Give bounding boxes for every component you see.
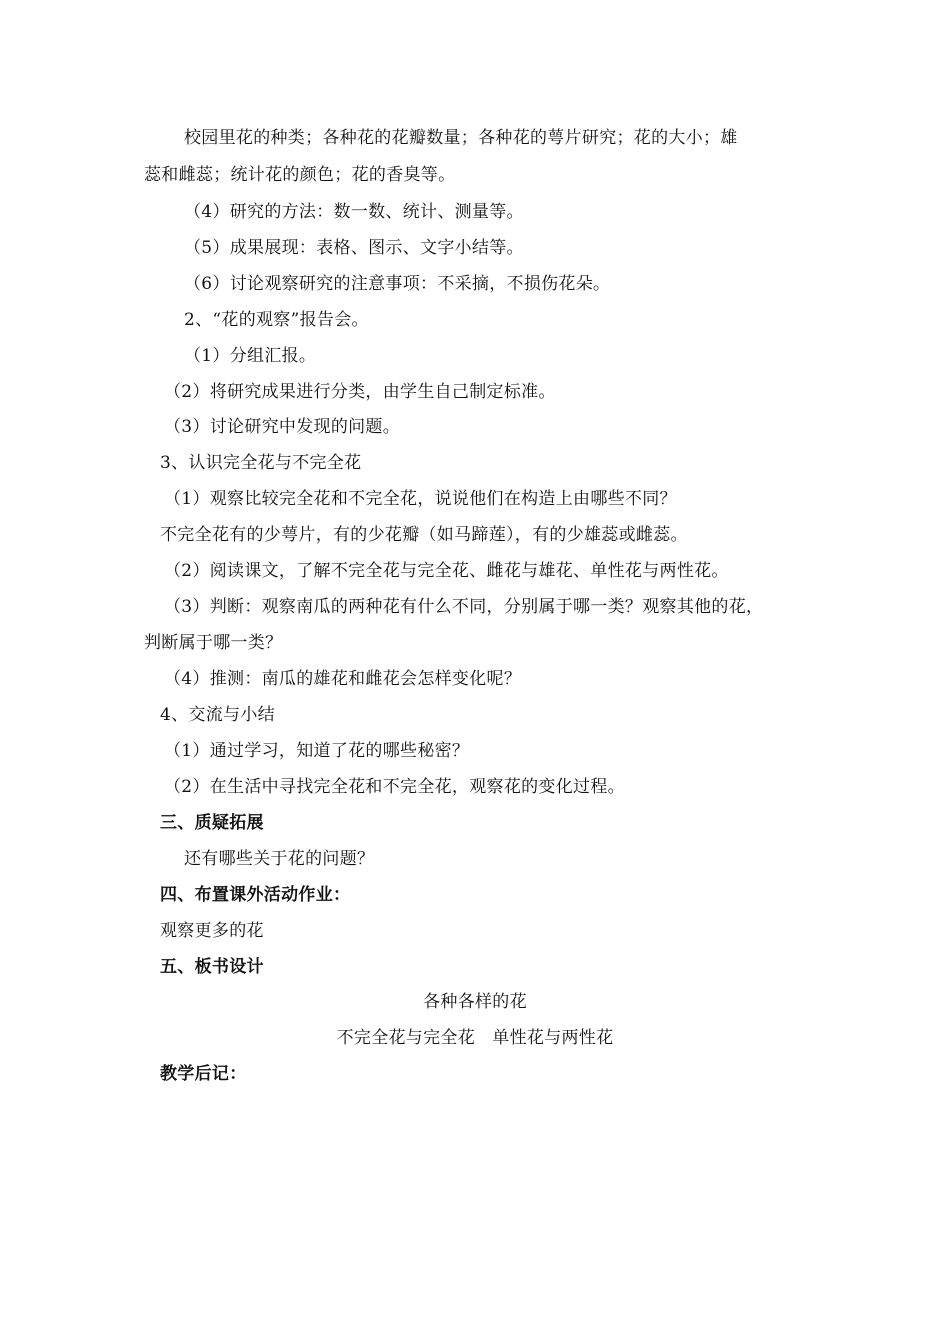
text-line-14: （3）判断：观察南瓜的两种花有什么不同，分别属于哪一类？观察其他的花， <box>164 597 764 617</box>
board-design-line: 不完全花与完全花 单性花与两性花 <box>336 1028 614 1048</box>
text-line-7: （1）分组汇报。 <box>184 346 317 366</box>
text-line-2: 蕊和雌蕊；统计花的颜色；花的香臭等。 <box>144 165 456 185</box>
text-line-8: （2）将研究成果进行分类，由学生自己制定标准。 <box>164 382 556 402</box>
board-design-title: 各种各样的花 <box>423 992 527 1012</box>
text-line-10: 3、认识完全花与不完全花 <box>160 453 362 473</box>
text-line-6: 2、“花的观察”报告会。 <box>184 310 369 330</box>
section-heading-3: 三、质疑拓展 <box>160 813 264 833</box>
text-line-21: 还有哪些关于花的问题？ <box>184 849 375 869</box>
text-line-1: 校园里花的种类；各种花的花瓣数量；各种花的萼片研究；花的大小；雄 <box>184 128 738 148</box>
text-line-13: （2）阅读课文，了解不完全花与完全花、雌花与雄花、单性花与两性花。 <box>164 561 729 581</box>
text-line-23: 观察更多的花 <box>160 921 264 941</box>
teaching-notes-label: 教学后记： <box>160 1064 247 1084</box>
text-line-11: （1）观察比较完全花和不完全花，说说他们在构造上由哪些不同？ <box>164 489 677 509</box>
text-line-16: （4）推测：南瓜的雄花和雌花会怎样变化呢？ <box>164 669 522 689</box>
text-line-18: （1）通过学习，知道了花的哪些秘密？ <box>164 741 470 761</box>
text-line-5: （6）讨论观察研究的注意事项：不采摘，不损伤花朵。 <box>184 274 611 294</box>
section-heading-4: 四、布置课外活动作业： <box>160 885 351 905</box>
text-line-19: （2）在生活中寻找完全花和不完全花，观察花的变化过程。 <box>164 777 625 797</box>
section-heading-5: 五、板书设计 <box>160 957 264 977</box>
text-line-4: （5）成果展现：表格、图示、文字小结等。 <box>184 238 524 258</box>
text-line-15: 判断属于哪一类？ <box>144 633 283 653</box>
text-line-17: 4、交流与小结 <box>160 705 275 725</box>
text-line-9: （3）讨论研究中发现的问题。 <box>164 417 401 437</box>
text-line-12: 不完全花有的少萼片，有的少花瓣（如马蹄莲），有的少雄蕊或雌蕊。 <box>160 525 688 545</box>
text-line-3: （4）研究的方法：数一数、统计、测量等。 <box>184 202 524 222</box>
